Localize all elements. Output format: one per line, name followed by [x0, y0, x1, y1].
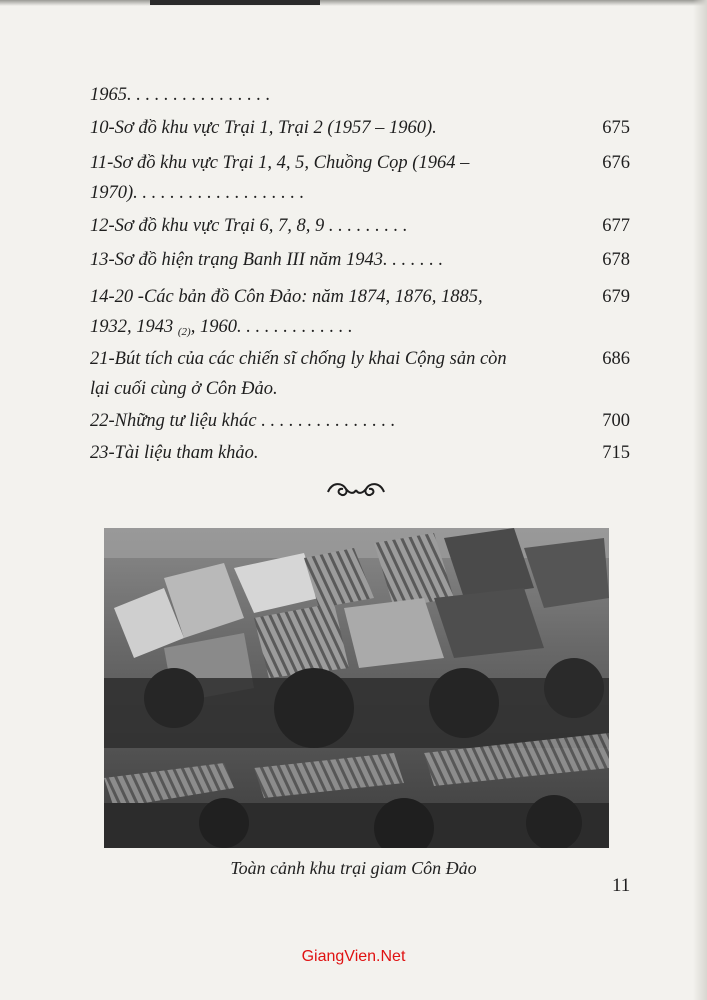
- toc-entry-title-line2: 1970). . . . . . . . . . . . . . . . . . .: [90, 183, 305, 203]
- toc-entry: [90, 245, 630, 275]
- watermark-text: GiangVien.Net: [301, 948, 406, 965]
- toc-entry-page: 686: [602, 349, 630, 369]
- toc-entry-title-line1: 21-Bút tích của các chiến sĩ chống ly khai Cộng sản còn: [90, 349, 507, 369]
- toc-entry-page: 678: [602, 250, 630, 270]
- toc-entry-years: 1932, 1943: [90, 317, 178, 337]
- aerial-prison-photo-image: [104, 528, 609, 848]
- section-divider-ornament-icon: [324, 476, 388, 502]
- toc-entry: [90, 113, 630, 143]
- toc-entry: [90, 344, 630, 404]
- toc-entry-title-line1: 14-20 -Các bản đồ Côn Đảo: năm 1874, 1876, 1885,: [90, 287, 483, 307]
- toc-entry-title: 12-Sơ đồ khu vực Trại 6, 7, 8, 9 . . . . . . . . .: [90, 216, 408, 236]
- page-top-edge: [150, 0, 320, 5]
- page-top-shadow: [0, 0, 707, 6]
- toc-entry-title-line1: 11-Sơ đồ khu vực Trại 1, 4, 5, Chuồng Cọp (1964 –: [90, 153, 470, 173]
- toc-entry: [90, 438, 630, 468]
- toc-entry-page: 676: [602, 153, 630, 173]
- toc-entry-page: 679: [602, 287, 630, 307]
- toc-entry-page: 677: [602, 216, 630, 236]
- toc-entry: [90, 406, 630, 436]
- toc-continuation-text: 1965. . . . . . . . . . . . . . . .: [90, 85, 271, 105]
- page-number: 11: [612, 875, 631, 896]
- toc-entry: [90, 282, 630, 347]
- toc-entry-page: 715: [602, 443, 630, 463]
- toc-entry-title: 22-Những tư liệu khác . . . . . . . . . . . . . . .: [90, 411, 396, 431]
- toc-entry-title-line2: lại cuối cùng ở Côn Đảo.: [90, 379, 278, 399]
- toc-entry-subscript: (2): [177, 326, 191, 338]
- toc-entry-page: 675: [602, 118, 630, 138]
- aerial-prison-photo: [104, 528, 609, 848]
- toc-continuation-line: [90, 80, 630, 110]
- toc-entry-title-line2: [90, 312, 580, 347]
- toc-entry-title: 13-Sơ đồ hiện trạng Banh III năm 1943. . . . . . .: [90, 250, 444, 270]
- photo-caption: Toàn cảnh khu trại giam Côn Đảo: [230, 858, 477, 878]
- toc-entry-title: 23-Tài liệu tham khảo.: [90, 443, 259, 463]
- toc-entry-page: 700: [602, 411, 630, 431]
- page-right-edge: [693, 0, 707, 1000]
- toc-entry: [90, 148, 630, 208]
- toc-entry-years-end: , 1960. . . . . . . . . . . . .: [190, 317, 353, 337]
- toc-entry: [90, 211, 630, 241]
- toc-entry-title: 10-Sơ đồ khu vực Trại 1, Trại 2 (1957 – 1960).: [90, 118, 437, 138]
